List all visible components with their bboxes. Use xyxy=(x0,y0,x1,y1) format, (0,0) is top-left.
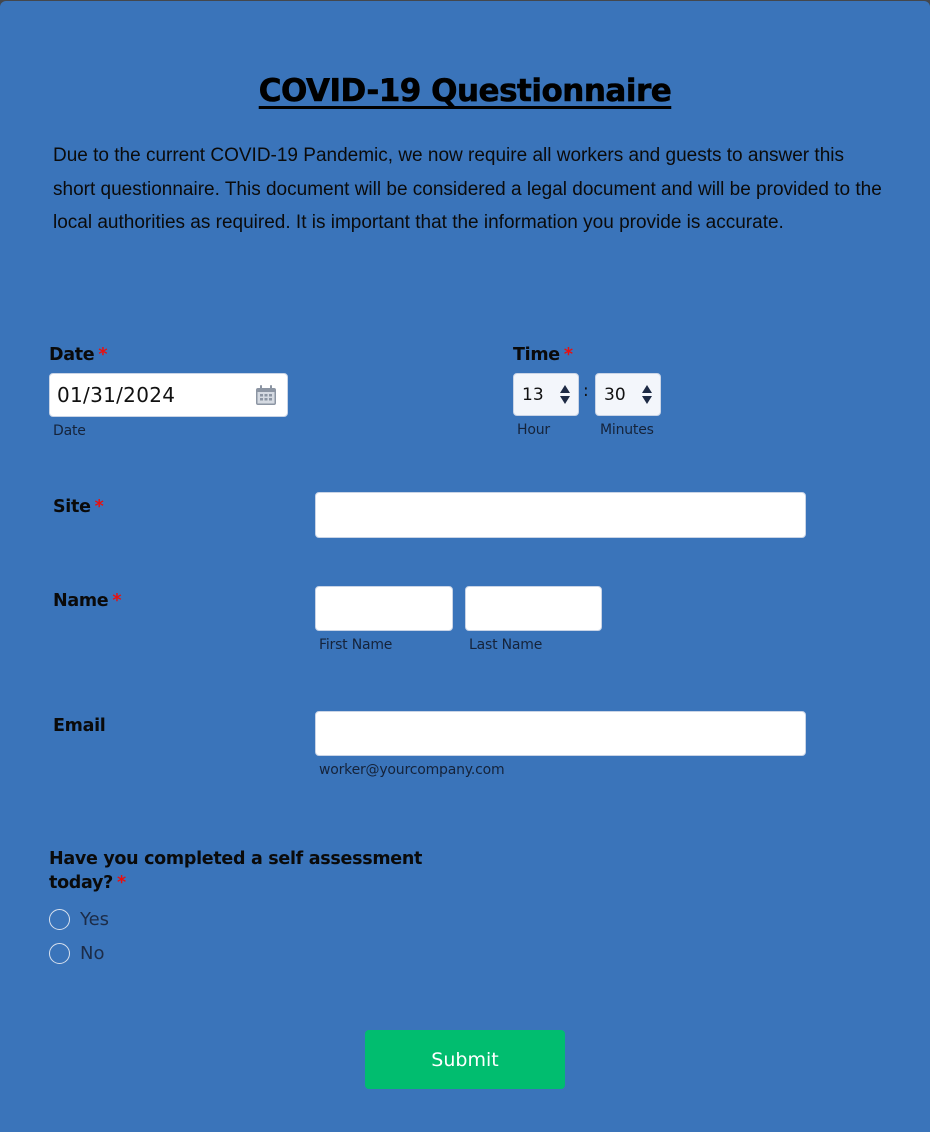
site-input[interactable] xyxy=(315,492,806,538)
radio-label-no: No xyxy=(80,943,105,964)
decrement-arrow-icon[interactable] xyxy=(642,396,652,404)
required-marker: * xyxy=(98,345,108,365)
calendar-icon[interactable] xyxy=(255,384,277,406)
required-marker: * xyxy=(116,873,126,893)
decrement-arrow-icon[interactable] xyxy=(560,396,570,404)
minutes-spin-arrows[interactable] xyxy=(639,385,655,404)
site-label xyxy=(53,497,104,517)
increment-arrow-icon[interactable] xyxy=(560,385,570,393)
name-label-text: Name xyxy=(53,591,109,611)
required-marker: * xyxy=(112,591,122,611)
email-input[interactable] xyxy=(315,711,806,756)
email-label-text: Email xyxy=(53,716,106,736)
radio-option-no[interactable] xyxy=(49,943,104,964)
self-assessment-question xyxy=(49,847,429,895)
time-label-text: Time xyxy=(513,345,560,365)
name-label xyxy=(53,591,121,611)
hour-value: 13 xyxy=(522,384,544,405)
radio-button[interactable] xyxy=(49,909,70,930)
required-marker: * xyxy=(563,345,573,365)
date-value: 01/31/2024 xyxy=(57,383,176,407)
questionnaire-form xyxy=(0,1,930,1132)
email-label xyxy=(53,716,106,736)
minutes-stepper[interactable] xyxy=(595,373,661,416)
last-name-sublabel: Last Name xyxy=(469,637,543,653)
first-name-sublabel: First Name xyxy=(319,637,393,653)
form-intro-text: Due to the current COVID-19 Pandemic, we now require all workers and guests to answer this short questionnaire. This document will be considered a legal document and will be provided to the local authorities as required. It is important that the information you provide is accurate. xyxy=(53,145,882,233)
date-label-text: Date xyxy=(49,345,95,365)
submit-button[interactable]: Submit xyxy=(365,1030,565,1089)
time-separator: : xyxy=(583,381,589,401)
self-assessment-question-text: Have you completed a self assessment today? xyxy=(49,849,423,893)
minutes-sublabel: Minutes xyxy=(600,422,654,438)
form-title: COVID-19 Questionnaire xyxy=(258,73,672,109)
radio-option-yes[interactable] xyxy=(49,909,109,930)
required-marker: * xyxy=(94,497,104,517)
hour-stepper[interactable] xyxy=(513,373,579,416)
radio-label-yes: Yes xyxy=(80,909,110,930)
radio-button[interactable] xyxy=(49,943,70,964)
email-sublabel: worker@yourcompany.com xyxy=(319,762,505,778)
site-label-text: Site xyxy=(53,497,91,517)
date-sublabel: Date xyxy=(53,423,86,439)
last-name-input[interactable] xyxy=(465,586,602,631)
time-label xyxy=(513,345,573,365)
increment-arrow-icon[interactable] xyxy=(642,385,652,393)
date-input[interactable] xyxy=(49,373,288,417)
hour-spin-arrows[interactable] xyxy=(557,385,573,404)
minutes-value: 30 xyxy=(604,384,626,405)
date-label xyxy=(49,345,107,365)
first-name-input[interactable] xyxy=(315,586,453,631)
hour-sublabel: Hour xyxy=(517,422,550,438)
